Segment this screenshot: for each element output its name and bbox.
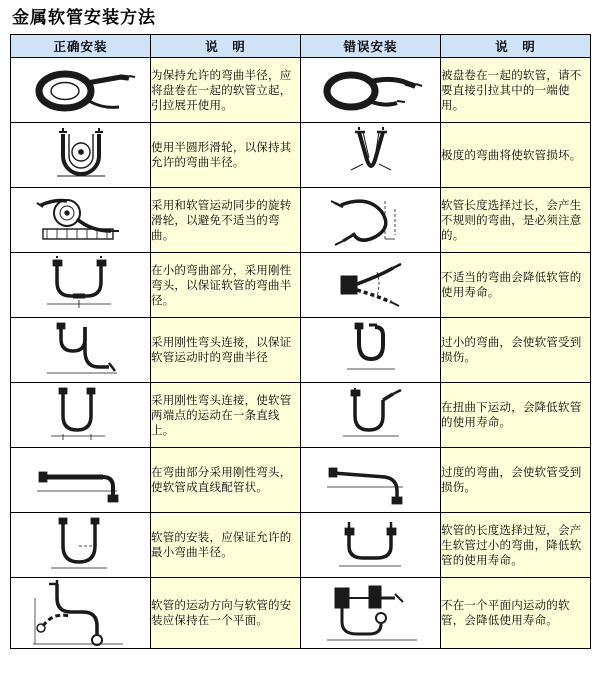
row-description: 不在一个平面内运动的软管，会降低使用寿命。	[441, 578, 591, 649]
min-bend-radius-install-icon	[11, 513, 151, 578]
same-plane-motion-icon	[11, 578, 151, 649]
table-row	[11, 448, 591, 513]
row-description: 极度的弯曲将使软管损坏。	[441, 123, 591, 188]
row-description: 软管的长度选择过短，会产生软管过小的弯曲，降低软管的使用寿命。	[441, 513, 591, 578]
header-correct-install: 正确安装	[11, 35, 151, 58]
row-description: 不适当的弯曲会降低软管的使用寿命。	[441, 253, 591, 318]
row-description: 为保持允许的弯曲半径，应将盘卷在一起的软管立起，引拉展开使用。	[151, 58, 301, 123]
row-description: 被盘卷在一起的软管，请不要直接引拉其中的一端使用。	[441, 58, 591, 123]
row-description: 过度的弯曲，会使软管受到损伤。	[441, 448, 591, 513]
loose-long-hose-icon	[301, 188, 441, 253]
table-row	[11, 513, 591, 578]
header-wrong-desc: 说 明	[441, 35, 591, 58]
row-description: 过小的弯曲，会使软管受到损伤。	[441, 318, 591, 383]
installation-methods-table	[10, 34, 591, 649]
row-description: 在小的弯曲部分，采用刚性弯头，以保证软管的弯曲半径。	[151, 253, 301, 318]
too-small-bend-icon	[301, 318, 441, 383]
rigid-bend-small-radius-icon	[11, 253, 151, 318]
header-wrong-install: 错误安装	[301, 35, 441, 58]
row-description: 软管长度选择过长，会产生不规则的弯曲，是必须注意的。	[441, 188, 591, 253]
rigid-elbow-connection-icon	[11, 318, 151, 383]
out-of-plane-motion-icon	[301, 578, 441, 649]
row-description: 软管的运动方向与软管的安装应保持在一个平面。	[151, 578, 301, 649]
row-description: 使用半圆形滑轮，以保持其允许的弯曲半径。	[151, 123, 301, 188]
header-correct-desc: 说 明	[151, 35, 301, 58]
row-description: 在扭曲下运动，会降低软管的使用寿命。	[441, 383, 591, 448]
table-row	[11, 318, 591, 383]
table-row	[11, 383, 591, 448]
row-description: 采用刚性弯头连接，以保证软管运动时的弯曲半径	[151, 318, 301, 383]
u-bend-straight-ends-icon	[11, 383, 151, 448]
torsion-bend-icon	[301, 383, 441, 448]
sharp-bend-hose-icon	[301, 123, 441, 188]
row-description: 软管的安装，应保证允许的最小弯曲半径。	[151, 513, 301, 578]
page-title: 金属软管安装方法	[12, 8, 156, 28]
row-description: 采用和软管运动同步的旋转滑轮，以避免不适当的弯曲。	[151, 188, 301, 253]
row-description: 采用刚性弯头连接，使软管两端点的运动在一条直线上。	[151, 383, 301, 448]
table-header-row	[11, 35, 591, 58]
semicircle-pulley-icon	[11, 123, 151, 188]
table-row	[11, 578, 591, 649]
rotating-pulley-sync-icon	[11, 188, 151, 253]
table-row	[11, 58, 591, 123]
straight-pipe-elbow-icon	[11, 448, 151, 513]
table-row	[11, 123, 591, 188]
coiled-hose-standing-icon	[11, 58, 151, 123]
table-row	[11, 188, 591, 253]
row-description: 在弯曲部分采用刚性弯头，使软管成直线配管状。	[151, 448, 301, 513]
over-length-small-bend-icon	[301, 513, 441, 578]
improper-bend-icon	[301, 253, 441, 318]
excessive-bend-icon	[301, 448, 441, 513]
coiled-hose-pulled-icon	[301, 58, 441, 123]
table-row	[11, 253, 591, 318]
